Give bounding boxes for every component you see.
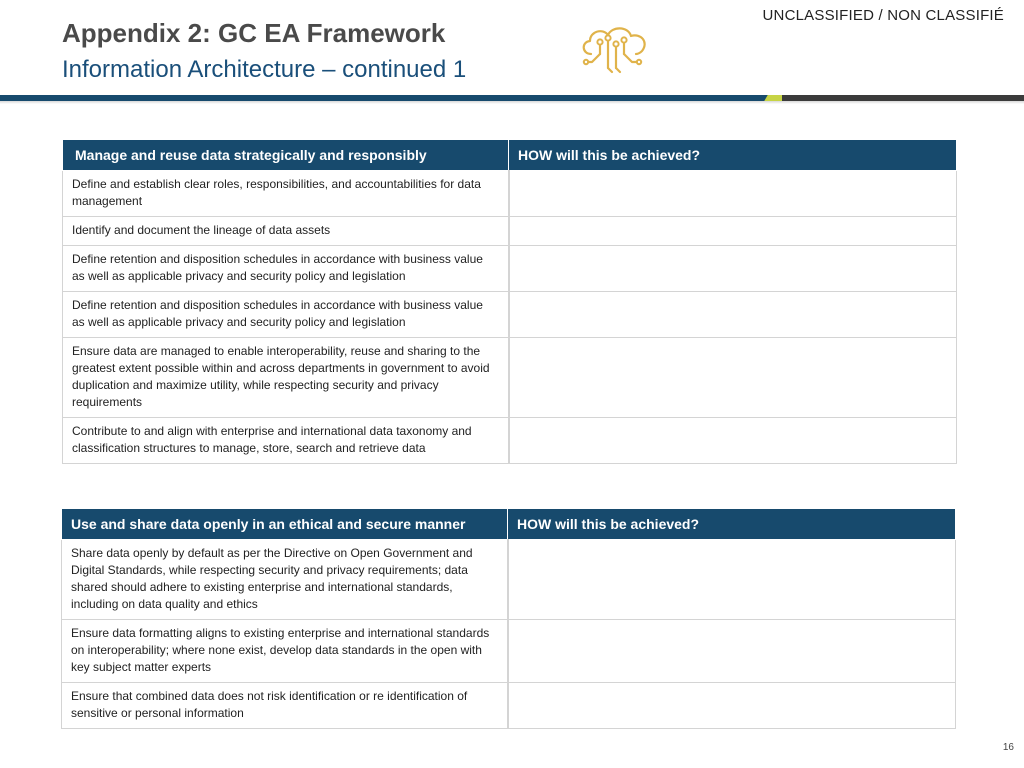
header-band-shadow bbox=[0, 101, 1024, 104]
response-cell[interactable] bbox=[509, 418, 957, 464]
response-cell[interactable] bbox=[508, 540, 956, 620]
principles-table-manage-reuse bbox=[62, 140, 957, 464]
table-row bbox=[63, 246, 957, 292]
requirement-cell: Define and establish clear roles, responsibilities, and accountabilities for data management bbox=[63, 171, 509, 217]
table-header-row bbox=[62, 509, 956, 540]
requirement-cell: Define retention and disposition schedules in accordance with business value as well as applicable privacy and security policy and legislation bbox=[63, 246, 509, 292]
classification-label: UNCLASSIFIED / NON CLASSIFIÉ bbox=[762, 7, 1004, 24]
principles-table-use-share bbox=[61, 509, 956, 729]
requirement-cell: Identify and document the lineage of data assets bbox=[63, 217, 509, 246]
response-cell[interactable] bbox=[509, 338, 957, 418]
response-cell[interactable] bbox=[509, 292, 957, 338]
table-row bbox=[63, 217, 957, 246]
table-row bbox=[63, 171, 957, 217]
requirement-cell: Ensure data formatting aligns to existing enterprise and international standards on interoperability; where none exist, develop data standards in the open with key subject matter experts bbox=[62, 620, 508, 683]
response-cell[interactable] bbox=[509, 246, 957, 292]
page-subtitle: Information Architecture – continued 1 bbox=[62, 56, 467, 83]
response-cell[interactable] bbox=[509, 171, 957, 217]
requirement-cell: Share data openly by default as per the Directive on Open Government and Digital Standards, while respecting security and privacy requirements; data shared should adhere to existing enterprise and international standards, including on data quality and ethics bbox=[62, 540, 508, 620]
table-header-how: HOW will this be achieved? bbox=[509, 140, 957, 171]
requirement-cell: Define retention and disposition schedules in accordance with business value as well as applicable privacy and security policy and legislation bbox=[63, 292, 509, 338]
page-title: Appendix 2: GC EA Framework bbox=[62, 18, 446, 48]
response-cell[interactable] bbox=[508, 683, 956, 729]
table-header-principle: Use and share data openly in an ethical and secure manner bbox=[62, 509, 508, 540]
table-header-row bbox=[63, 140, 957, 171]
table-row bbox=[63, 338, 957, 418]
table-header-how: HOW will this be achieved? bbox=[508, 509, 956, 540]
table-row bbox=[62, 683, 956, 729]
response-cell[interactable] bbox=[508, 620, 956, 683]
table-row bbox=[62, 620, 956, 683]
table-header-principle: Manage and reuse data strategically and responsibly bbox=[63, 140, 509, 171]
requirement-cell: Contribute to and align with enterprise and international data taxonomy and classification structures to manage, store, search and retrieve data bbox=[63, 418, 509, 464]
page-number: 16 bbox=[1002, 742, 1014, 753]
table-row bbox=[62, 540, 956, 620]
requirement-cell: Ensure that combined data does not risk identification or re identification of sensitive or personal information bbox=[62, 683, 508, 729]
requirement-cell: Ensure data are managed to enable interoperability, reuse and sharing to the greatest extent possible within and across departments in government to avoid duplication and maximize utility, while respecting security and privacy requirements bbox=[63, 338, 509, 418]
cloud-circuit-icon bbox=[578, 24, 652, 74]
table-row bbox=[63, 418, 957, 464]
response-cell[interactable] bbox=[509, 217, 957, 246]
table-row bbox=[63, 292, 957, 338]
